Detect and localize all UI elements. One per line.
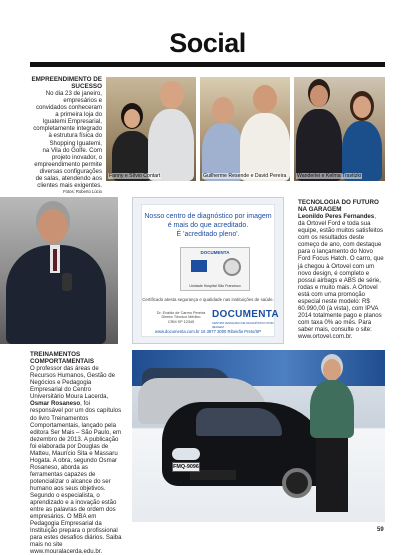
certificate-medal-icon (223, 258, 241, 276)
futuro-body: , da Ortovel Ford e toda sua equipe, estão muitos satisfeitos com os resultados deste começo de ano, com destaque para o lançamento do Novo Ford Focus Hatch. O carro, que já chegou à Ortovel com um novo design, é completo e possui airbags e ABS de série, rodas e muito mais. A Ortovel está com uma promoção especial neste modelo: R$ 60.990,00 (à vista), com IPVA 2014 totalmente pago e planos com taxa 0% ao mês. Para saber mais, consulte o site: www.ortovel.com.br. (298, 213, 384, 340)
photo-ford-focus-showroom (132, 350, 385, 522)
person-speaker (6, 201, 110, 344)
title-rule (30, 62, 385, 67)
certificate-seal-icon (191, 260, 207, 272)
person-woman (112, 103, 152, 181)
futuro-body-wrap (298, 213, 384, 340)
ad-certificate (180, 247, 250, 291)
photo-guilherme-david (200, 77, 290, 181)
photo-fanny-silvio (106, 77, 196, 181)
ad-headline-1: Nosso centro de diagnóstico por imagem (144, 213, 272, 220)
treinamentos-post: , foi responsável por um dos capítulos do livro Treinamentos Comportamentais, lançado pela editora Ser Mais – São Paulo, em dezembro de 2013. A publicação foi elaborada por Douglas de Matteu, Maurício Sita e Massaru Hogata. A obra, segundo Osmar Rosaneso, aborda as ferramentas capazes de potencializar o alcance do ser humano aos seus objetivos. Segundo o especialista, o aprendizado e a inovação estão entre as palavras de ordem dos empresários. O MBA em Pedagogia Empresarial da Instituição prepara o profissional para estes desafios diários. Saiba mais no site www.mouralacerda.edu.br. (30, 400, 122, 555)
certificate-footer: Unidade Hospital São Francisco (189, 284, 241, 288)
empreendimento-credit: Fotos: Roberto Lúcio (63, 188, 102, 194)
treinamentos-body (30, 365, 121, 555)
certificate-title: DOCUMENTA (200, 250, 230, 255)
empreendimento-heading: EMPREENDIMENTO DE SUCESSO (31, 76, 102, 91)
ad-certified-note: Certificado atesta segurança e qualidade nas instituições de saúde. (142, 297, 274, 302)
ad-panel (141, 204, 279, 337)
futuro-name: Leonildo Peres Fernandes (298, 213, 375, 221)
photo-osmar-rosaneso (0, 197, 118, 344)
license-plate: FMQ-9096 (173, 464, 199, 470)
futuro-article (298, 199, 384, 340)
empreendimento-article (30, 76, 102, 194)
page-number: 59 (377, 527, 384, 533)
futuro-heading: TECNOLOGIA DO FUTURO NA GARAGEM (298, 199, 379, 214)
page-title: Social (169, 28, 246, 58)
ad-headline-2: é mais do que acreditado. (167, 222, 249, 229)
photo-caption: Guilherme Resende e David Pereira (203, 173, 287, 179)
photo-wanderlei-kelma (294, 77, 385, 181)
documenta-logo-subtitle: CENTRO AVANÇADO DE DIAGNÓSTICO POR IMAGEM (212, 321, 274, 329)
photo-caption: Fanny e Sílvio Contart (109, 173, 161, 179)
photo-caption: Wanderlei e Kelma Travitzki (297, 173, 362, 179)
person-man (296, 79, 342, 181)
person-man (148, 81, 194, 181)
person-woman (340, 91, 384, 181)
documenta-logo: DOCUMENTA (212, 309, 279, 320)
documenta-advertisement (132, 197, 284, 344)
person-man-right (240, 85, 290, 181)
treinamentos-article (30, 351, 122, 555)
treinamentos-heading: TREINAMENTOS COMPORTAMENTAIS (30, 351, 95, 366)
person-owner (310, 354, 354, 522)
treinamentos-pre: O professor das áreas de Recursos Humanos, Gestão de Negócios e Pedagogia Empresarial do Centro Universitário Moura Lacerda, (30, 365, 116, 401)
ad-contact-line: www.documenta.com.br 16 3977 3000 Ribeirão Preto/SP (154, 329, 262, 334)
empreendimento-body: No dia 23 de janeiro, empresários e convidados conheceram a primeira loja do Iguatemi Empresarial, completamente integrado à estrutura física do Shopping Iguatemi, na Vila do Golfe. Com projeto inovador, o empreendimento permite diversas configurações de salas, atendendo aos clientes mais exigentes. (33, 90, 102, 189)
ad-headline-3: É 'acreditado pleno'. (176, 231, 240, 238)
person-man-left (202, 97, 244, 181)
treinamentos-name: Osmar Rosaneso (30, 400, 81, 408)
ad-signature-block: Dr. Evaldo de Carmo Pereira Diretor Técnico Médico CRM SP 12345 (156, 311, 206, 324)
